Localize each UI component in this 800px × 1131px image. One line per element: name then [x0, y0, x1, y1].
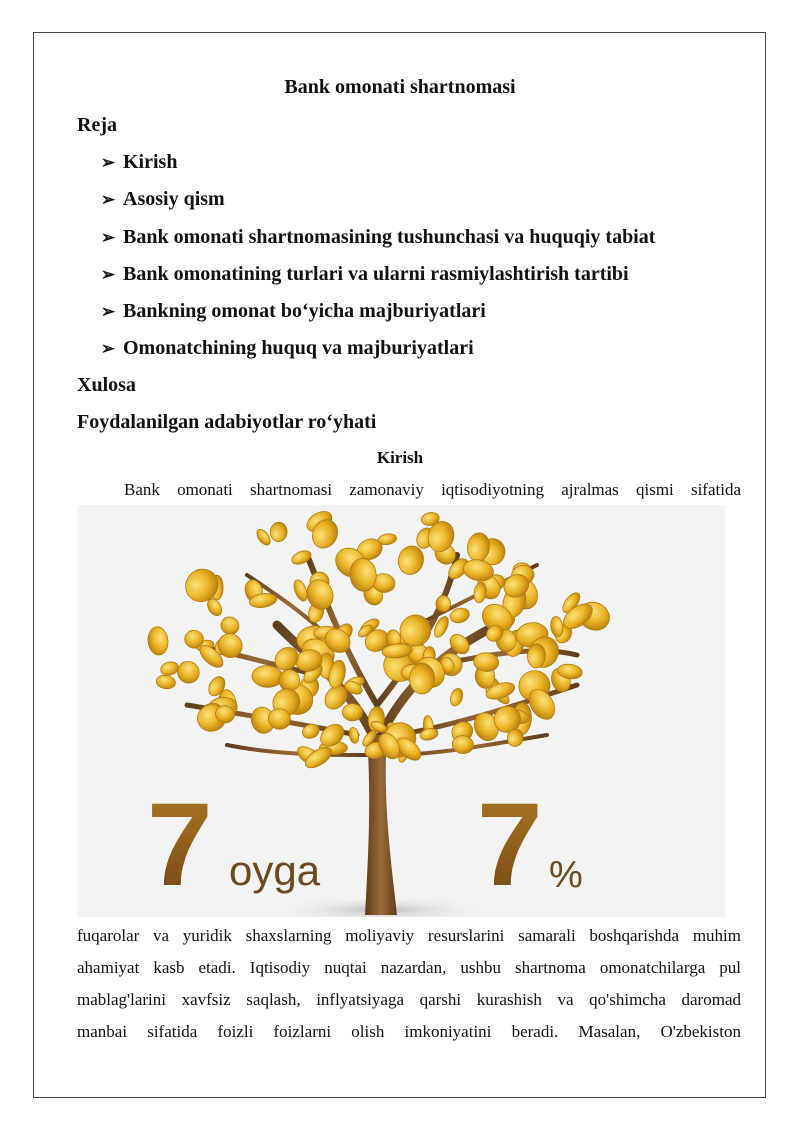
plan-item-label: Bank omonatining turlari va ularni rasmiylashtirish tartibi [123, 263, 629, 285]
section-title: Kirish [376, 448, 424, 467]
arrow-bullet-icon: ➢ [101, 153, 116, 172]
conclusion-heading: Xulosa [77, 374, 136, 396]
percent-sign-label: % [549, 854, 583, 896]
plan-item [101, 188, 225, 211]
arrow-bullet-icon: ➢ [101, 302, 116, 321]
arrow-bullet-icon: ➢ [101, 265, 116, 284]
plan-item-label: Kirish [123, 151, 178, 173]
plan-item-label: Asosiy qism [123, 188, 225, 210]
plan-item [101, 226, 655, 249]
arrow-bullet-icon: ➢ [101, 190, 116, 209]
plan-item-label: Bankning omonat bo‘yicha majburiyatlari [123, 300, 486, 322]
plan-item [101, 337, 474, 360]
number-left-label: 7 [147, 779, 213, 911]
paragraph-line: ahamiyat kasb etadi. Iqtisodiy nuqtai nazardan, ushbu shartnoma omonatchilarga pul [77, 958, 741, 977]
plan-item-label: Omonatchining huquq va majburiyatlari [123, 337, 474, 359]
plan-item [101, 151, 177, 174]
number-right-label: 7 [477, 779, 543, 911]
paragraph-line: Bank omonati shartnomasi zamonaviy iqtisodiyotning ajralmas qismi sifatida [124, 480, 741, 499]
document-title: Bank omonati shartnomasi [284, 76, 516, 98]
paragraph-line: fuqarolar va yuridik shaxslarning moliyaviy resurslarini samarali boshqarishda muhim [77, 926, 741, 945]
plan-item-label: Bank omonati shartnomasining tushunchasi va huquqiy tabiat [123, 226, 656, 248]
references-heading: Foydalanilgan adabiyotlar ro‘yhati [77, 411, 377, 433]
oyga-label: oyga [229, 847, 321, 894]
plan-item [101, 300, 486, 323]
paragraph-line: manbai sifatida foizli foizlarni olish imkoniyatini beradi. Masalan, O'zbekiston [77, 1022, 741, 1041]
plan-heading: Reja [77, 114, 117, 136]
money-tree-image [77, 505, 725, 917]
paragraph-line: mablag'larini xavfsiz saqlash, inflyatsiyaga qarshi kurashish va qo'shimcha daromad [77, 990, 741, 1009]
arrow-bullet-icon: ➢ [101, 228, 116, 247]
arrow-bullet-icon: ➢ [101, 339, 116, 358]
plan-item [101, 263, 629, 286]
